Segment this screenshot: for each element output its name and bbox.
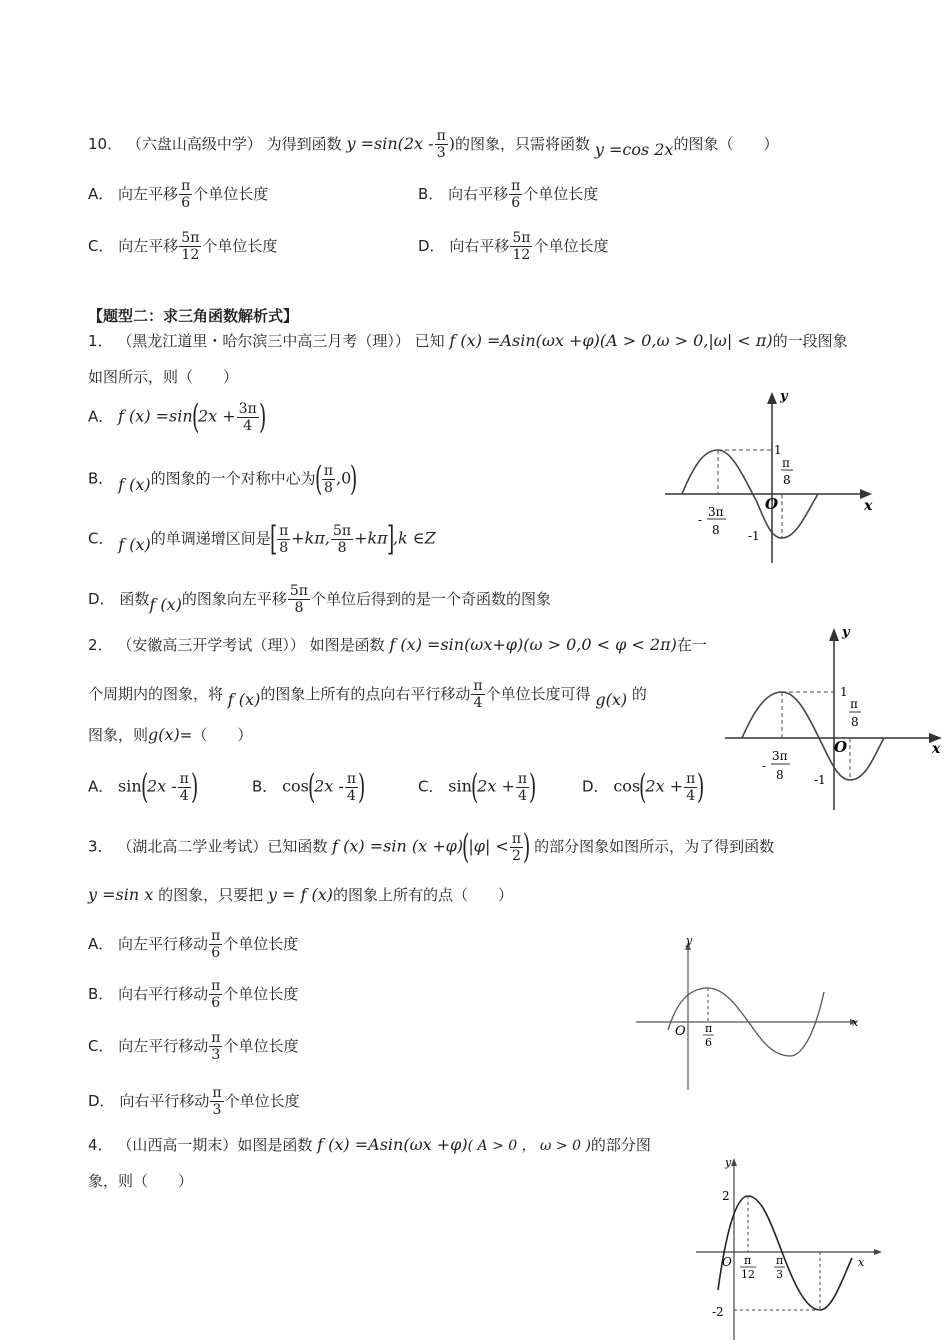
q4-graph [692,1150,892,1342]
q2-graph [722,622,948,812]
x-tick-2-den: 3 [776,1268,783,1281]
option-text: 个单位长度 [223,935,299,953]
option-text: 向右平行移动 [119,1092,210,1110]
y-tick-neg2: -2 [712,1305,724,1319]
stem-text: 的 [631,685,647,703]
option-text: 个单位后得到的是一个奇函数的图象 [311,590,552,608]
question-number: 2． [88,636,113,654]
formula: f (x) [118,534,151,554]
numerator: π [511,178,521,194]
stem-text: 已知 [414,332,445,350]
x-tick-2-num: π [776,1254,784,1267]
question-number: 10． [88,135,123,153]
q10-stem [88,128,778,161]
fraction [209,928,222,961]
numerator: π [179,770,189,787]
x-tick-den: 6 [705,1036,712,1049]
fraction [288,583,310,616]
numerator: 5π [332,522,352,539]
sine-curve [718,1196,852,1310]
fraction [237,401,259,434]
stem-text: 个单位长度可得 [485,685,591,703]
option-label: B． [88,985,114,1003]
question-number: 3． [88,837,113,856]
numerator: π [436,128,446,144]
denominator: 4 [518,787,527,804]
left-bracket: [ [269,519,278,559]
q10-option-b[interactable] [418,178,598,211]
question-source: （黑龙江道里・哈尔滨三中高三月考（理）） [117,332,410,350]
option-text: 个单位长度 [223,985,299,1003]
x-tick-neg-sign: - [698,513,703,527]
fraction [179,178,192,211]
option-text: 的图象向左平移 [181,590,287,608]
x-tick-pos-num: π [850,697,858,711]
option-label: C． [88,529,114,548]
denominator: 4 [243,417,253,434]
numerator: π [511,830,522,847]
origin-label: O [675,1024,686,1039]
formula: g(x) [595,690,628,709]
q1-option-d[interactable] [88,583,551,616]
q2-option-b[interactable] [252,767,366,807]
y-tick-neg1: -1 [748,529,760,543]
denominator: 8 [294,600,304,616]
q3-option-d[interactable] [88,1085,300,1118]
origin-label: O [834,738,848,756]
numerator: π [211,978,221,994]
numerator: π [211,1030,221,1046]
numerator: 5π [289,583,308,599]
denominator: 8 [279,539,289,556]
stem-text: 个周期内的图象，将 [88,685,224,703]
right-paren: ) [529,767,537,807]
denominator: 6 [511,195,521,211]
option-text: 函数 [119,590,150,608]
stem-text: 的部分图象如图所示，为了得到函数 [534,837,775,856]
denominator: 3 [212,1102,222,1118]
y-axis-arrow [767,392,777,404]
q3-option-c[interactable] [88,1030,299,1063]
numerator: π [212,1085,222,1101]
question-number: 4． [88,1136,113,1154]
q10-option-a[interactable] [88,178,268,211]
right-paren: ) [523,827,531,867]
x-tick-neg-den: 8 [712,523,720,537]
right-paren: ) [258,397,267,437]
right-paren: ) [190,767,199,807]
formula: f (x) [149,595,182,614]
question-number: 1． [88,332,113,350]
x-tick-neg-den: 8 [776,768,784,782]
x-tick-neg-num: 3π [708,505,724,519]
q4-stem [88,1134,651,1157]
denominator: 6 [211,945,221,961]
x-tick-pos-den: 8 [851,715,859,729]
numerator: π [686,770,696,787]
formula: f (x) =sin (x +φ) [332,836,464,856]
option-text: 向左平行移动 [118,1037,209,1055]
left-paren: ( [470,767,479,807]
option-text: 个单位长度 [193,185,269,203]
option-text: 个单位长度 [223,1037,299,1055]
option-label: D． [88,590,115,608]
option-label: A． [88,935,114,953]
formula: y =sin(2x - [346,134,434,153]
stem-text: 的图象上所有的点向右平行移动 [260,685,471,703]
stem-text: 为得到函数 [266,135,342,153]
formula: cos [613,776,641,796]
numerator: 5π [512,230,531,246]
denominator: 12 [512,247,531,263]
denominator: 4 [347,787,356,804]
fraction [322,463,335,496]
fraction [684,771,697,804]
option-text: 个单位长度 [224,1092,300,1110]
right-paren: ) [350,459,358,499]
option-label: B． [418,185,444,203]
option-label: C． [418,777,444,796]
formula: sin [118,776,142,796]
stem-text: 在一 [676,636,707,654]
option-label: B． [88,469,114,488]
fraction [435,128,448,161]
option-text: 向右平移 [449,237,510,255]
q2-stem [88,634,707,656]
q10-option-c[interactable] [88,230,277,263]
left-paren: ( [140,767,148,807]
numerator: 3π [238,400,257,417]
denominator: 3 [436,145,446,161]
denominator: 12 [181,247,200,263]
numerator: π [279,522,289,539]
option-text: 的单调递增区间是 [150,529,271,548]
numerator: π [211,928,221,944]
right-paren: ) [358,767,366,807]
formula: y = f (x) [267,885,333,904]
denominator: 4 [179,787,189,804]
y-axis-arrow [731,1158,737,1166]
denominator: 6 [211,995,221,1011]
q1-option-b[interactable] [88,459,358,499]
formula: 2x + [197,406,236,426]
option-text: 向左平移 [118,185,179,203]
option-label: A． [88,407,114,426]
numerator: π [323,462,334,479]
y-axis-label: y [842,625,850,640]
option-text: 向右平移 [448,185,509,203]
numerator: 5π [181,230,200,246]
q3-stem-line2 [88,884,513,906]
fraction [509,178,522,211]
option-text: 向右平行移动 [118,985,209,1003]
option-text: 向左平行移动 [118,935,209,953]
fraction [516,771,529,804]
option-text: 的图象的一个对称中心为 [150,469,316,488]
q2-stem-line3 [88,724,252,746]
option-label: A． [88,777,114,796]
y-axis-arrow [829,628,839,641]
denominator: 4 [473,695,483,711]
formula: g(x) [148,725,180,744]
formula: f (x) =sin [118,406,193,426]
numerator: π [181,178,191,194]
fraction [210,1085,223,1118]
fraction [510,831,523,864]
fraction [209,978,222,1011]
x-tick-num: π [705,1022,713,1035]
q1-stem-line2: 如图所示，则（ ） [88,368,239,386]
denominator: 6 [181,195,191,211]
formula: cos [282,776,309,796]
y-axis-label: y [725,1156,732,1169]
x-axis-label: x [932,741,941,757]
y-axis-label: y [686,934,693,947]
q3-option-b[interactable] [88,978,298,1011]
formula: ) [448,134,456,153]
stem-text: 的图象，只要把 [158,886,264,904]
denominator: 3 [211,1047,221,1063]
formula: f (x) =Asin(ωx +φ) [449,331,600,350]
stem-text: 的图象，只需将函数 [455,135,591,153]
stem-text: 的图象（ ） [673,135,779,153]
x-axis-label: x [864,498,873,514]
option-label: D． [582,777,609,796]
option-label: D． [88,1092,115,1110]
question-source: （六盘山高级中学） [126,135,262,153]
x-tick-neg-sign: - [762,759,767,773]
stem-text: 已知函数 [267,837,328,856]
formula: |φ| < [468,836,509,856]
formula: ,k ∈Z [392,528,436,548]
y-tick-2: 2 [722,1189,730,1203]
fraction [178,771,191,804]
fraction [179,230,201,263]
formula: +kπ, [291,528,330,548]
option-label: D． [418,237,445,255]
x-tick-neg-num: 3π [772,749,788,763]
x-tick-1-num: π [744,1254,752,1267]
formula: 2x - [146,776,177,796]
stem-text: 的图象上所有的点（ ） [333,886,514,904]
option-text: 个单位长度 [202,237,278,255]
y-tick-1: 1 [774,443,782,457]
formula: +kπ [354,528,388,548]
q3-stem [88,827,775,867]
left-paren: ( [639,767,647,807]
stem-text: 如图是函数 [309,636,385,654]
left-paren: ( [307,767,316,807]
x-tick-pos-num: π [782,456,790,470]
denominator: 8 [324,479,333,496]
fraction [510,230,532,263]
numerator: π [473,678,483,694]
formula: ,0 [336,468,352,488]
left-paren: ( [314,459,322,499]
question-source: （山西高一期末） [117,1136,238,1154]
formula: 2x - [314,776,344,796]
formula: f (x) [118,474,151,494]
y-tick-1: 1 [840,685,848,699]
q3-option-a[interactable] [88,928,298,961]
fraction [209,1030,222,1063]
stem-text: =（ ） [179,726,253,744]
numerator: π [346,770,357,787]
q2-option-a[interactable] [88,767,199,807]
q1-graph [660,388,880,566]
option-label: B． [252,777,278,796]
numerator: π [517,770,528,787]
fraction [345,771,358,804]
question-source: （安徽高三开学考试（理）） [117,636,305,654]
stem-text: 的部分图 [590,1136,651,1154]
denominator: 4 [686,787,696,804]
right-paren: ) [697,767,705,807]
stem-text: 如图是函数 [237,1136,313,1154]
q2-stem-line2 [88,678,647,711]
stem-text: 的一段图象 [772,332,848,350]
x-tick-1-den: 12 [741,1268,755,1281]
right-bracket: ] [386,519,394,559]
formula: 2x + [477,776,515,796]
formula: f (x) [227,690,261,709]
formula: y =sin x [88,885,154,904]
formula: sin [448,776,472,796]
formula: 2x + [645,776,684,796]
q2-option-c[interactable] [418,767,537,807]
option-text: 个单位长度 [533,237,609,255]
q1-option-a[interactable] [88,397,267,437]
option-label: C． [88,237,114,255]
option-text: 向左平移 [118,237,179,255]
y-axis-label: y [780,389,788,404]
section-heading: 【题型二：求三角函数解析式】 [88,307,299,325]
x-axis-label: x [858,1256,865,1269]
fraction [277,523,290,556]
q1-stem [88,330,848,352]
x-axis-arrow [874,1249,882,1255]
q4-stem-line2: 象，则（ ） [88,1172,194,1190]
fraction [471,678,484,711]
formula: (A > 0,ω > 0,|ω| < π) [599,331,773,350]
q1-option-c[interactable] [88,519,436,559]
left-paren: ( [462,827,470,867]
denominator: 2 [511,847,521,864]
formula: f (x) =Asin(ωx +φ) [317,1135,468,1154]
formula: f (x) =sin(ωx+φ)(ω > 0,0 < φ < 2π) [389,635,677,654]
origin-label: O [722,1255,732,1269]
q3-graph [632,932,864,1094]
q10-option-d[interactable] [418,230,608,263]
left-paren: ( [191,397,199,437]
formula: y =cos 2x [594,140,674,159]
x-axis-label: x [852,1016,859,1029]
option-label: C． [88,1037,114,1055]
option-text: 个单位长度 [523,185,599,203]
formula: ( A > 0 ， ω > 0 ) [467,1138,591,1154]
fraction [331,523,353,556]
stem-text: 图象，则 [88,726,149,744]
option-label: A． [88,185,114,203]
origin-label: O [765,495,779,513]
y-tick-neg1: -1 [814,773,826,787]
denominator: 8 [337,539,347,556]
x-tick-pos-den: 8 [783,473,791,487]
q2-option-d[interactable] [582,767,705,807]
question-source: （湖北高二学业考试） [117,837,268,856]
